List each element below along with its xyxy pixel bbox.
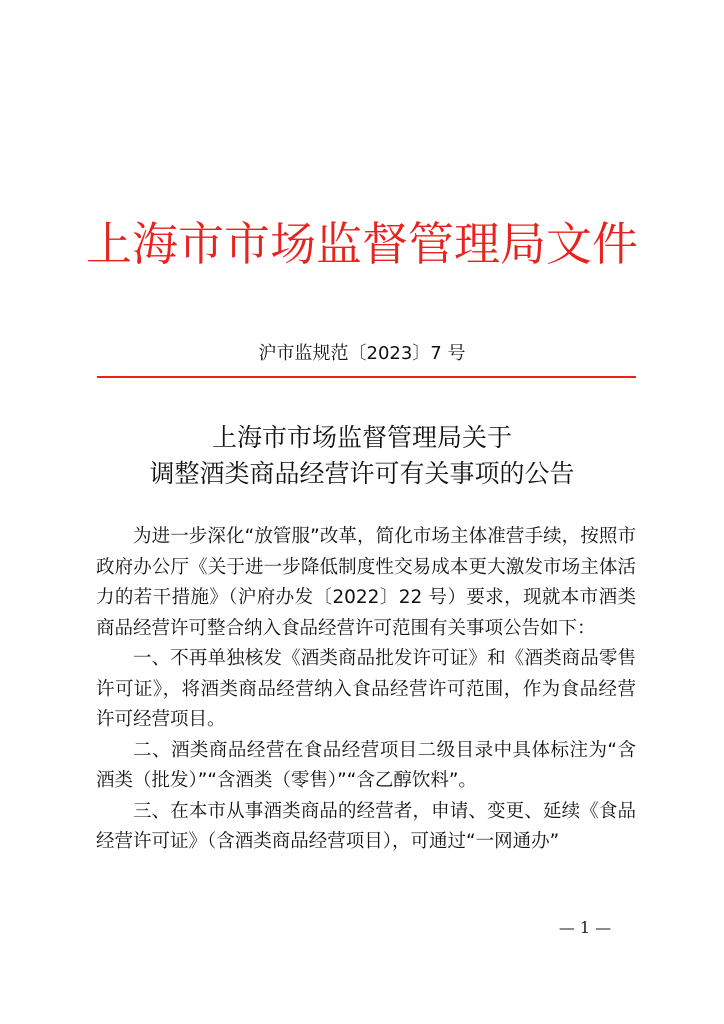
paragraph-intro: 为进一步深化“放管服”改革，简化市场主体准营手续，按照市政府办公厅《关于进一步降低制度性交易成本更大激发市场主体活力的若干措施》（沪府办发〔2022〕22 号）要求，现就本市酒类商品经营许可整合纳入食品经营许可范围有关事项公告如下： <box>96 526 636 639</box>
red-separator-line <box>97 376 636 378</box>
document-number: 沪市监规范〔2023〕7 号 <box>258 343 466 364</box>
paragraph-item-2: 二、酒类商品经营在食品经营项目二级目录中具体标注为“含酒类（批发）”“含酒类（零售）”“含乙醇饮料”。 <box>96 739 636 791</box>
notice-title-line-2: 调整酒类商品经营许可有关事项的公告 <box>149 459 575 488</box>
document-body <box>96 522 636 858</box>
notice-title-line-1: 上海市市场监督管理局关于 <box>211 423 512 452</box>
notice-title <box>0 420 724 492</box>
paragraph-item-3: 三、在本市从事酒类商品的经营者，申请、变更、延续《食品经营许可证》（含酒类商品经营项目），可通过“一网通办” <box>96 800 636 852</box>
page-number: — 1 — <box>558 918 612 937</box>
issuer-header: 上海市市场监督管理局文件 <box>86 217 638 271</box>
paragraph-item-1: 一、不再单独核发《酒类商品批发许可证》和《酒类商品零售许可证》，将酒类商品经营纳入食品经营许可范围，作为食品经营许可经营项目。 <box>96 648 636 730</box>
